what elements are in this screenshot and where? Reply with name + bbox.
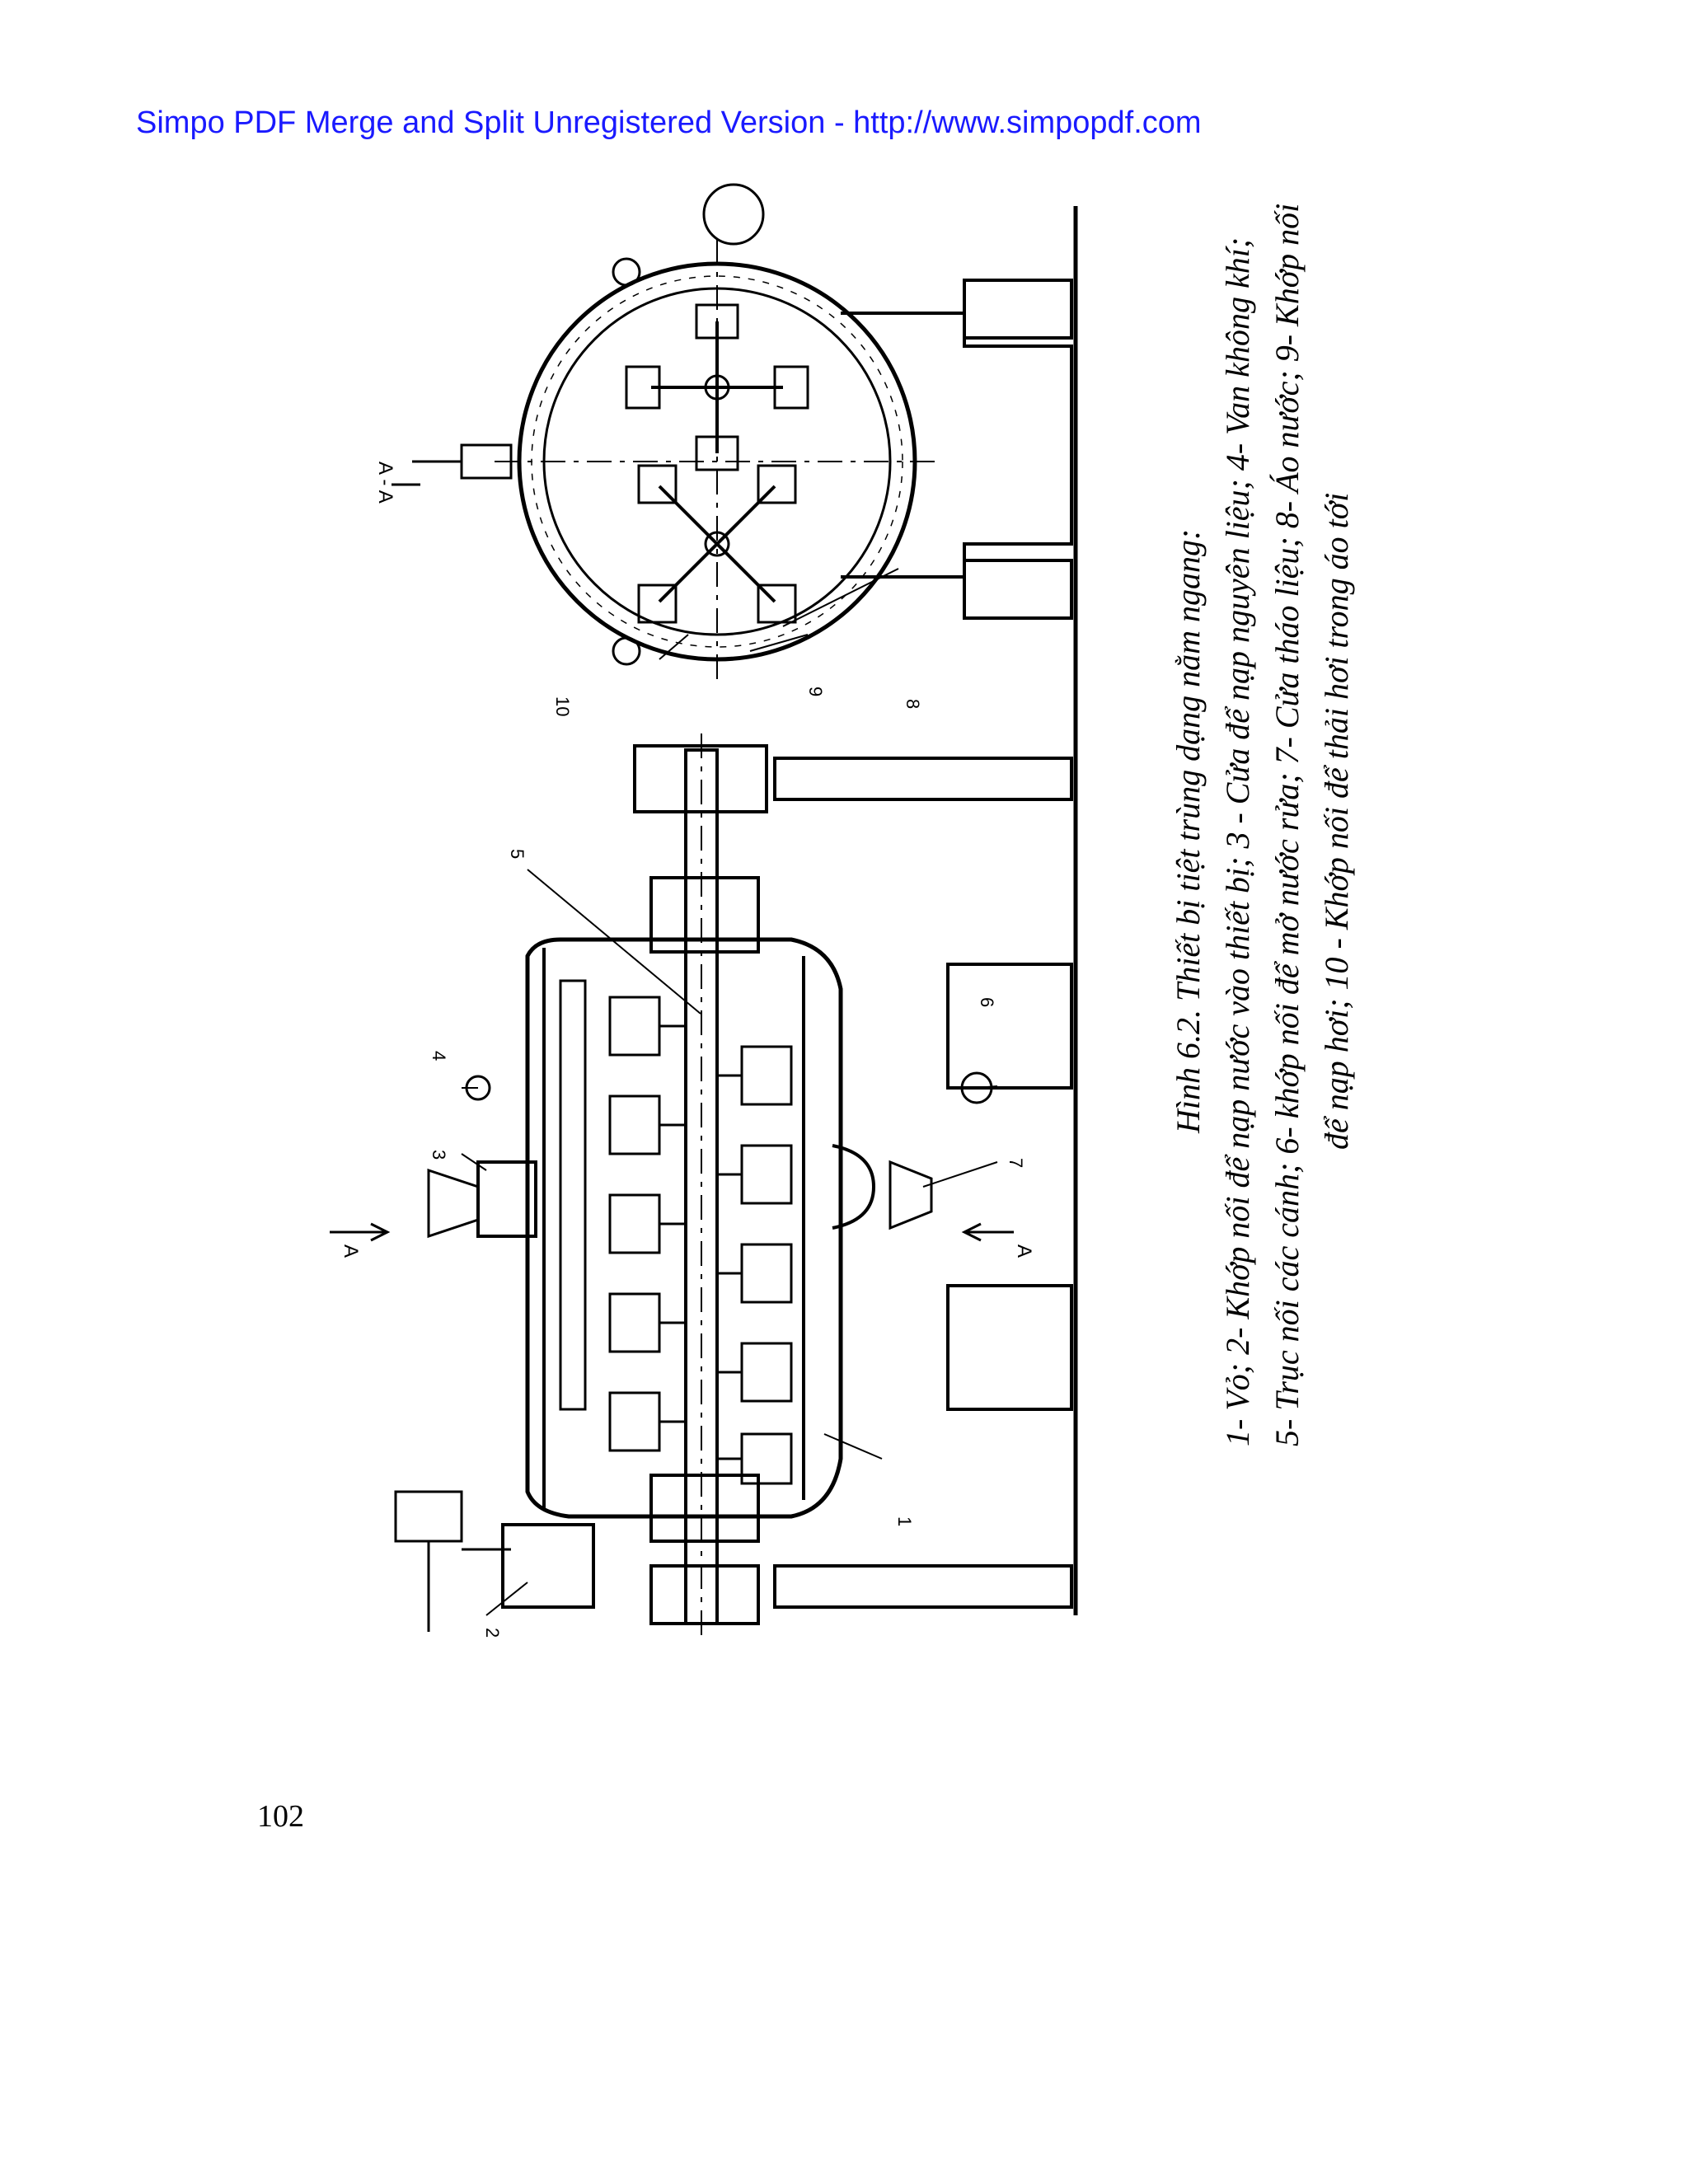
bearing-bottom: [651, 1475, 758, 1541]
support-leg-4: [948, 1286, 1071, 1409]
callout-6: 6: [977, 997, 997, 1008]
gear-wheel: [704, 185, 763, 244]
section-label: A - A: [374, 462, 396, 504]
section-view: [392, 185, 1071, 684]
callout-8: 8: [903, 699, 923, 710]
callout-10: 10: [552, 696, 573, 717]
figure-caption-line2: 5- Trục nối các cánh; 6- khớp nối để mở nước rửa; 7- Cửa tháo liệu; 8- Áo nước; 9- Khớp nối: [1268, 203, 1306, 1446]
callout-1: 1: [894, 1516, 915, 1527]
callout-5: 5: [507, 849, 528, 860]
end-support-bottom: [651, 1566, 758, 1624]
support-leg-1: [775, 758, 1071, 799]
callout-7: 7: [1006, 1158, 1026, 1169]
water-coupling: [503, 1525, 593, 1607]
callout-2: 2: [482, 1628, 503, 1638]
callout-9: 9: [805, 687, 826, 697]
callout-3: 3: [429, 1150, 449, 1160]
support-leg-3: [948, 964, 1071, 1088]
figure-caption-title: Hình 6.2. Thiết bị tiệt trùng dạng nằm ngang:: [1170, 528, 1207, 1133]
side-view: [330, 733, 1071, 1640]
figure-caption-line3: để nạp hơi; 10 - Khớp nối để thải hơi trong áo tới: [1318, 492, 1355, 1150]
watermark-text: Simpo PDF Merge and Split Unregistered Version - http://www.simpopdf.com: [136, 105, 1202, 140]
cut-label-bottom: A: [1013, 1244, 1035, 1258]
figure-caption-line1: 1- Vỏ; 2- Khớp nối để nạp nước vào thiết bị; 3 - Cửa để nạp nguyên liệu; 4- Van không khí;: [1219, 237, 1256, 1446]
rotor-left: [626, 305, 808, 470]
cut-label-top: A: [340, 1244, 362, 1258]
page-number: 102: [257, 1799, 304, 1834]
support-leg-2: [775, 1566, 1071, 1607]
callout-4: 4: [429, 1051, 449, 1062]
inlet-pipe: [560, 981, 585, 1409]
section-frame: [841, 313, 1071, 577]
